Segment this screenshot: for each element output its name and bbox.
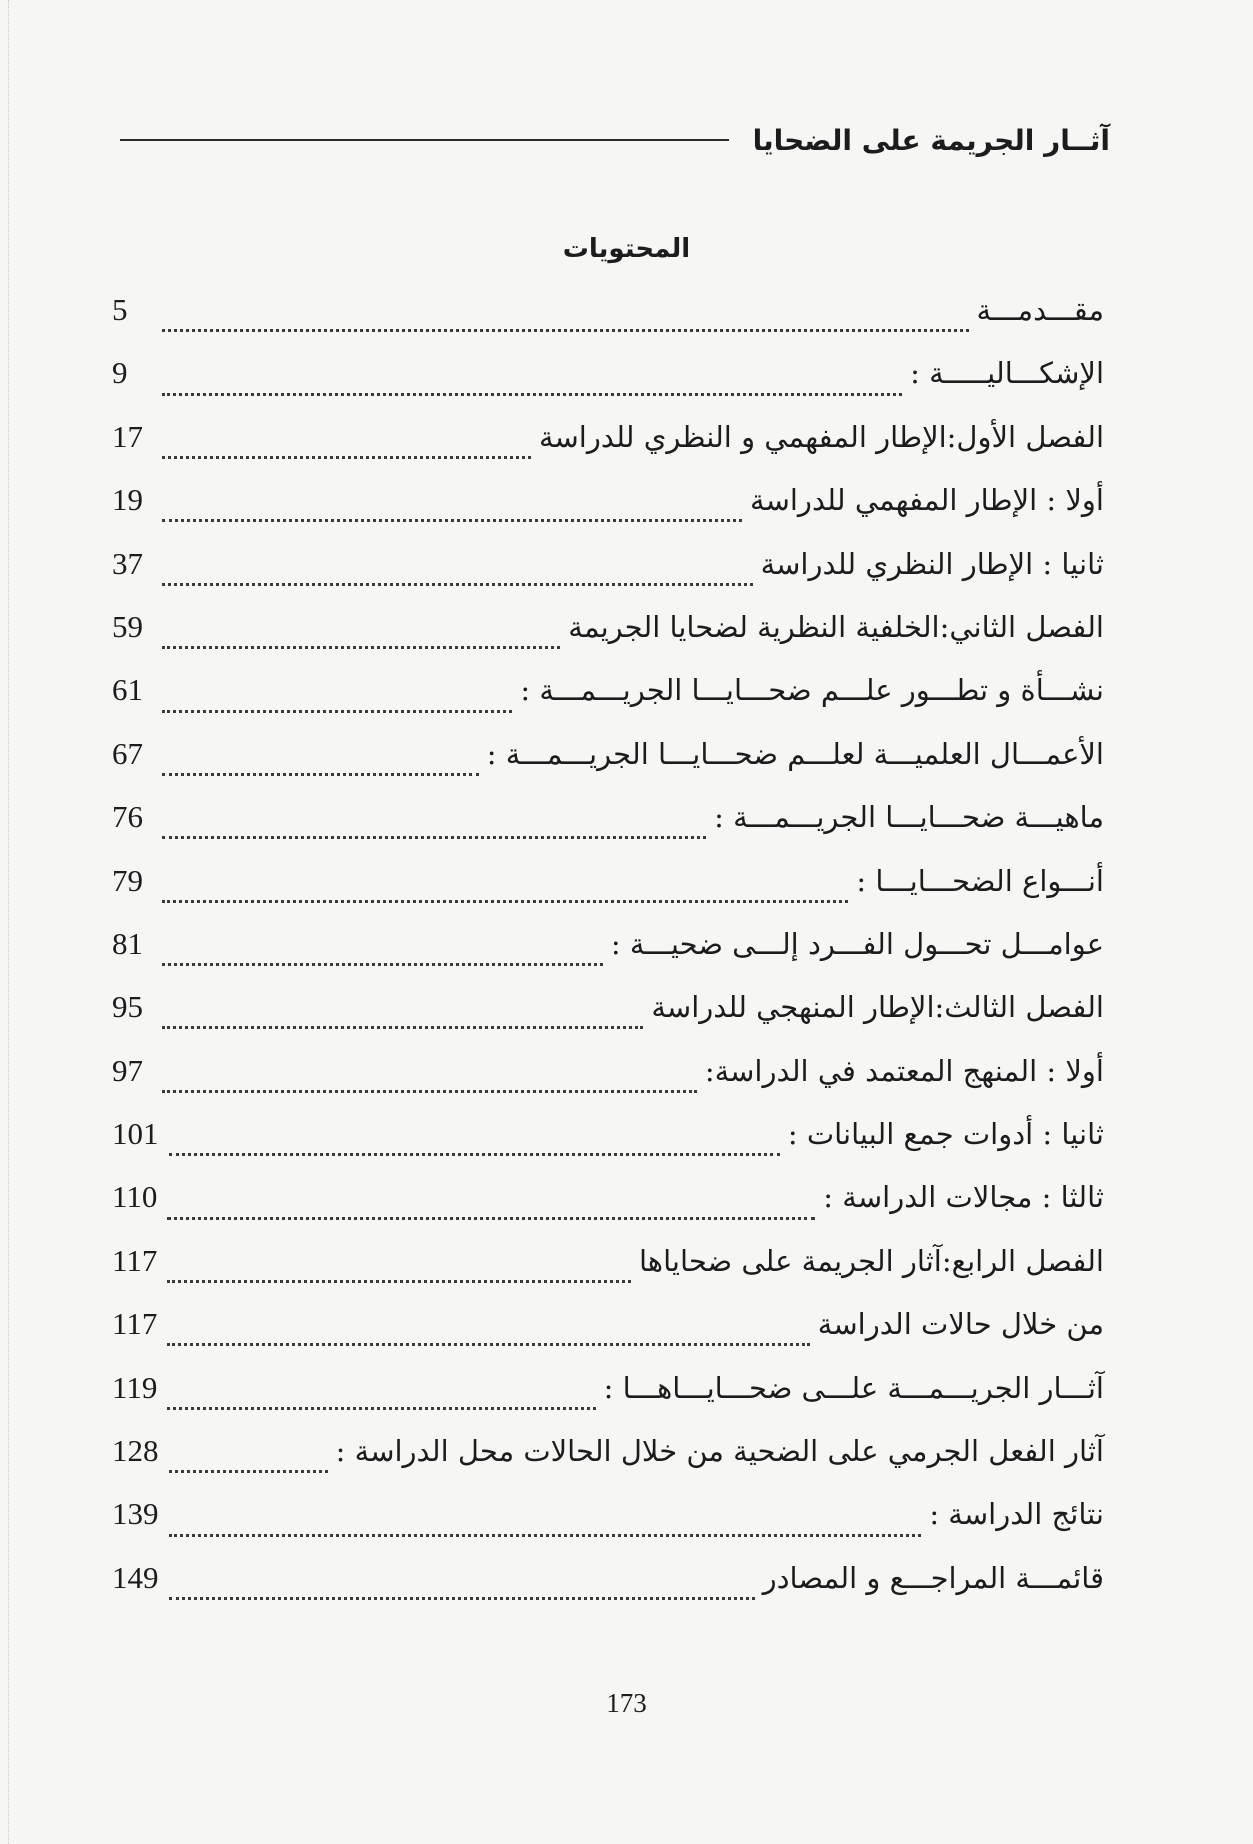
dot-leader [167, 1280, 631, 1283]
toc-entry-page: 149 [112, 1559, 159, 1595]
toc-entry-page: 17 [112, 418, 143, 454]
toc-entry-label: الفصل الثاني:الخلفية النظرية لضحايا الجريمة [568, 609, 1104, 644]
dot-leader [162, 963, 603, 966]
toc-entry-page: 5 [112, 292, 128, 327]
toc-entry[interactable] [112, 789, 1104, 852]
toc-entry-page: 79 [112, 862, 143, 898]
dot-leader [162, 393, 902, 396]
toc-entry-label: ثانيا : أدوات جمع البيانات : [787, 1117, 1104, 1152]
toc-entry-label: الفصل الرابع:آثار الجريمة على ضحاياها [638, 1243, 1104, 1278]
toc-entry[interactable] [112, 1550, 1104, 1613]
toc-entry[interactable] [112, 472, 1104, 535]
page-edge [0, 0, 9, 1844]
toc-entry[interactable] [112, 409, 1104, 472]
page-number: 173 [606, 1688, 647, 1718]
toc-entry-page: 110 [112, 1179, 158, 1215]
dot-leader [167, 1343, 809, 1346]
toc-entry[interactable] [112, 282, 1104, 345]
toc-entry[interactable] [112, 853, 1104, 916]
dot-leader [169, 1153, 780, 1156]
toc-entry-page: 76 [112, 799, 143, 835]
toc-entry-page: 97 [112, 1052, 143, 1088]
toc-entry-page: 59 [112, 608, 143, 644]
header-rule [120, 139, 729, 141]
toc-entry[interactable] [112, 979, 1104, 1042]
toc-entry-label: ثانيا : الإطار النظري للدراسة [760, 546, 1104, 581]
toc-entry-page: 101 [112, 1116, 159, 1152]
toc-entry-label: ماهيـــة ضحـــايـــا الجريـــمـــة : [714, 800, 1104, 835]
dot-leader [167, 1407, 595, 1410]
dot-leader [162, 836, 706, 839]
dot-leader [162, 710, 512, 713]
toc-entry-label: قائمـــة المراجـــع و المصادر [762, 1560, 1104, 1595]
toc-entry-page: 19 [112, 482, 143, 518]
toc-entry-page: 61 [112, 672, 143, 708]
toc-entry-label: الإشكـــاليـــــة : [910, 356, 1104, 391]
toc-title: المحتويات [562, 234, 691, 264]
toc-entry-page: 128 [112, 1433, 159, 1469]
dot-leader [169, 1534, 922, 1537]
toc-entry-label: آثـــار الجريـــمـــة علـــى ضحـــايـــاهـــا : [603, 1370, 1104, 1405]
toc-entry[interactable] [112, 662, 1104, 725]
toc-entry[interactable] [112, 536, 1104, 599]
toc-entry[interactable] [112, 916, 1104, 979]
toc-entry[interactable] [112, 1486, 1104, 1549]
toc-entry-label: أولا : الإطار المفهمي للدراسة [750, 483, 1104, 518]
toc-entry[interactable] [112, 1360, 1104, 1423]
toc-entry[interactable] [112, 599, 1104, 662]
toc-entry-label: نشـــأة و تطـــور علـــم ضحـــايـــا الجريـــمـــة : [520, 673, 1104, 708]
dot-leader [162, 1026, 643, 1029]
dot-leader [162, 773, 479, 776]
toc-entry-page: 119 [112, 1369, 158, 1405]
toc-entry[interactable] [112, 1169, 1104, 1232]
toc-entry-label: مقـــدمـــة [976, 293, 1104, 327]
toc-entry[interactable] [112, 1296, 1104, 1359]
toc-entry-page: 67 [112, 735, 143, 771]
toc-entry-label: الأعمـــال العلميـــة لعلـــم ضحـــايـــا الجريـــمـــة : [486, 736, 1104, 771]
dot-leader [162, 1090, 697, 1093]
toc-entry-label: أنـــواع الضحـــايـــا : [856, 863, 1104, 898]
toc-entry[interactable] [112, 726, 1104, 789]
toc-entry[interactable] [112, 345, 1104, 408]
toc-entry-label: أولا : المنهج المعتمد في الدراسة: [704, 1053, 1104, 1088]
dot-leader [169, 1470, 328, 1473]
dot-leader [169, 1597, 755, 1600]
toc-entry-label: من خلال حالات الدراسة [817, 1307, 1104, 1342]
toc-entry[interactable] [112, 1233, 1104, 1296]
toc-entry-label: الفصل الثالث:الإطار المنهجي للدراسة [651, 990, 1104, 1025]
book-title: آثــار الجريمة على الضحايا [752, 123, 1110, 157]
running-header [120, 118, 1110, 162]
toc-entry[interactable] [112, 1423, 1104, 1486]
dot-leader [167, 1217, 815, 1220]
toc-entry-label: آثار الفعل الجرمي على الضحية من خلال الحالات محل الدراسة : [335, 1434, 1104, 1469]
dot-leader [162, 900, 848, 903]
dot-leader [162, 456, 531, 459]
dot-leader [162, 519, 742, 522]
toc-entry-label: ثالثا : مجالات الدراسة : [823, 1180, 1104, 1215]
toc-entry-page: 81 [112, 925, 143, 961]
dot-leader [162, 329, 969, 332]
toc-entry-page: 117 [112, 1306, 158, 1342]
toc-entry[interactable] [112, 1106, 1104, 1169]
toc-entry[interactable] [112, 1043, 1104, 1106]
dot-leader [162, 646, 560, 649]
dot-leader [162, 583, 753, 586]
toc-entry-label: عوامـــل تحـــول الفـــرد إلـــى ضحيـــة : [610, 926, 1104, 961]
toc-entry-page: 37 [112, 545, 143, 581]
toc-entry-page: 139 [112, 1496, 159, 1532]
toc-entry-page: 9 [112, 355, 128, 391]
toc-entry-label: نتائج الدراسة : [929, 1497, 1104, 1532]
toc-list [112, 282, 1104, 1613]
toc-entry-page: 117 [112, 1242, 158, 1278]
toc-entry-label: الفصل الأول:الإطار المفهمي و النظري للدراسة [538, 419, 1104, 454]
toc-entry-page: 95 [112, 989, 143, 1025]
